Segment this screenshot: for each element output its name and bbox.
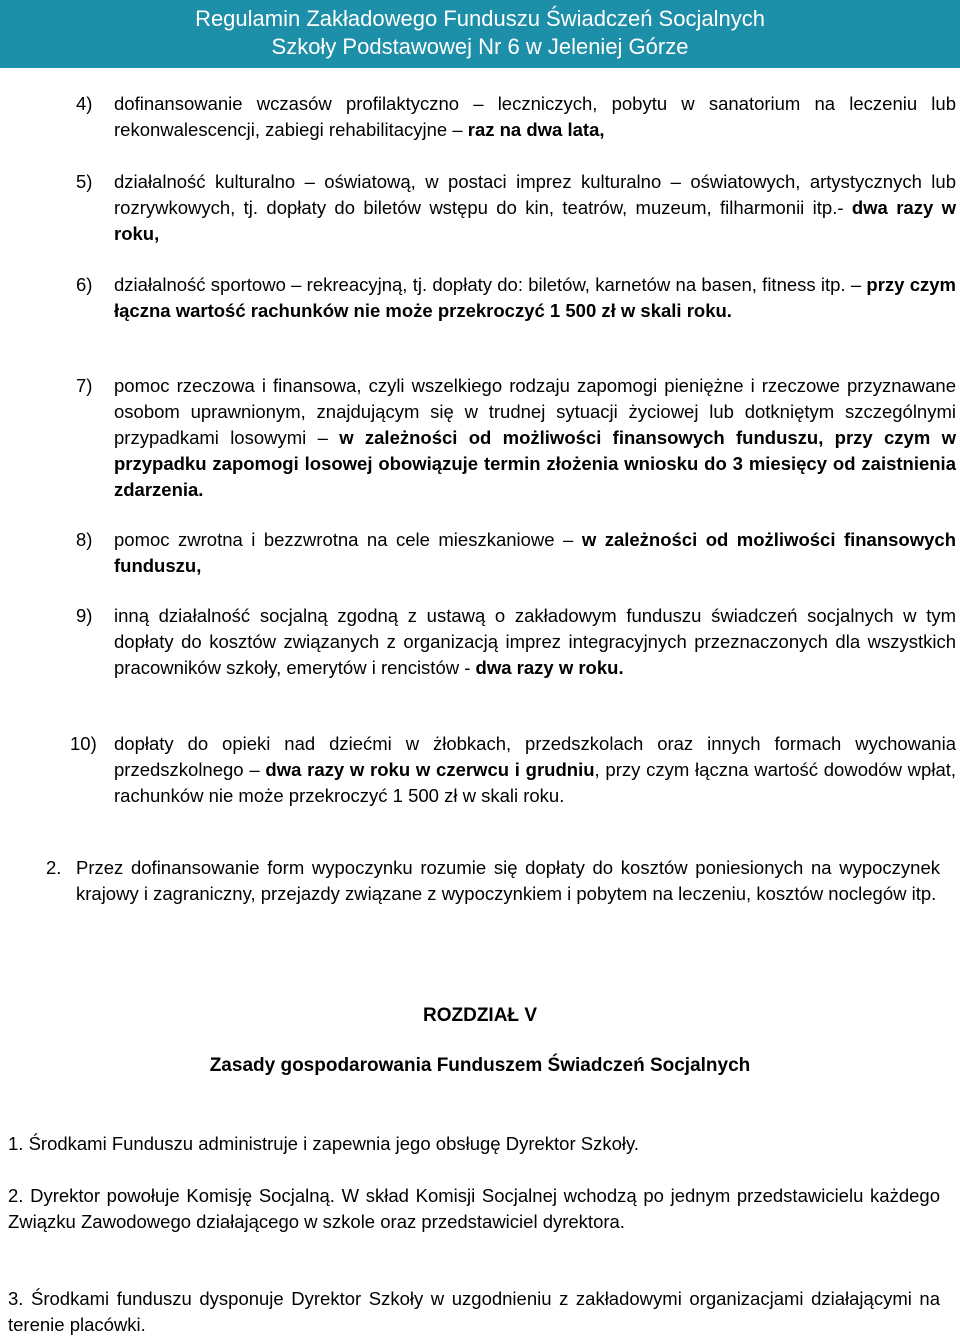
item-number: 7)	[76, 375, 93, 396]
item-emphasis: w zależności od możliwości finansowych funduszu,	[114, 529, 956, 576]
item-text: pomoc zwrotna i bezzwrotna na cele mieszkaniowe –	[114, 529, 582, 550]
item-number: 4)	[76, 93, 93, 114]
list-item-7	[76, 373, 956, 503]
item-emphasis: raz na dwa lata,	[467, 119, 605, 140]
item-emphasis: dwa razy w roku w czerwcu i grudniu	[265, 759, 595, 780]
item-text: pomoc rzeczowa i finansowa, czyli wszelkiego rodzaju zapomogi pieniężne i rzeczowe przyznawane osobom uprawnionym, znajdującym się w trudnej sytuacji życiowej lub dotkniętym szczególnymi przypadkami losowymi –	[114, 375, 956, 448]
paragraph-2: 2. Dyrektor powołuje Komisję Socjalną. W skład Komisji Socjalnej wchodzą po jednym przedstawicielu każdego Związku Zawodowego działającego w szkole oraz przedstawiciel dyrektora.	[8, 1185, 940, 1232]
list-item-5	[76, 169, 956, 247]
list-item-10	[70, 731, 957, 809]
point-text: Przez dofinansowanie form wypoczynku rozumie się dopłaty do kosztów poniesionych na wypoczynek krajowy i zagraniczny, przejazdy związane z wypoczynkiem i pobytem na leczeniu, kosztów noclegów itp.	[76, 857, 940, 904]
document-header	[0, 0, 960, 68]
item-text: działalność sportowo – rekreacyjną, tj. dopłaty do: biletów, karnetów na basen, fitness itp. –	[114, 274, 867, 295]
list-item-4	[76, 91, 956, 143]
item-text-tail: , przy czym łączna wartość dowodów wpłat, rachunków nie może przekroczyć 1 500 zł w skali roku.	[114, 759, 957, 806]
item-number: 5)	[76, 171, 93, 192]
item-emphasis: w zależności od możliwości finansowych funduszu, przy czym w przypadku zapomogi losowej obowiązuje termin złożenia wniosku do 3 miesięcy od zaistnienia zdarzenia.	[114, 427, 957, 500]
point-2	[46, 855, 940, 907]
item-text: działalność kulturalno – oświatową, w postaci imprez kulturalno – oświatowych, artystycznych lub rozrywkowych, tj. dopłaty do biletów wstępu do kin, teatrów, muzeum, filharmonii itp.-	[114, 171, 956, 218]
header-title-line1: Regulamin Zakładowego Funduszu Świadczeń Socjalnych	[195, 6, 765, 31]
item-text: inną działalność socjalną zgodną z ustawą o zakładowym funduszu świadczeń socjalnych w tym dopłaty do kosztów związanych z organizacją imprez integracyjnych przeznaczonych dla wszystkich pracowników szkoły, emerytów i rencistów -	[114, 605, 956, 678]
list-item-6	[76, 272, 956, 324]
item-number: 10)	[70, 733, 97, 754]
item-number: 8)	[76, 529, 93, 550]
item-text: dopłaty do opieki nad dziećmi w żłobkach, przedszkolach oraz innych formach wychowania przedszkolnego –	[114, 733, 956, 780]
header-title-line2: Szkoły Podstawowej Nr 6 w Jeleniej Górze	[271, 34, 689, 59]
point-number: 2.	[46, 857, 62, 878]
list-item-8	[76, 527, 956, 579]
item-number: 9)	[76, 605, 93, 626]
list-item-9	[76, 603, 956, 681]
item-emphasis: dwa razy w roku.	[475, 657, 624, 678]
item-emphasis: przy czym łączna wartość rachunków nie może przekroczyć 1 500 zł w skali roku.	[114, 274, 956, 321]
paragraph-1: 1. Środkami Funduszu administruje i zapewnia jego obsługę Dyrektor Szkoły.	[8, 1133, 640, 1154]
chapter-title: ROZDZIAŁ V	[423, 1005, 537, 1026]
item-emphasis: dwa razy w roku,	[114, 197, 956, 244]
item-number: 6)	[76, 274, 93, 295]
item-text: dofinansowanie wczasów profilaktyczno – leczniczych, pobytu w sanatorium na leczeniu lub rekonwalescencji, zabiegi rehabilitacyjne –	[114, 93, 956, 140]
paragraph-3: 3. Środkami funduszu dysponuje Dyrektor Szkoły w uzgodnieniu z zakładowymi organizacjami działającymi na terenie placówki.	[8, 1288, 940, 1335]
chapter-subtitle: Zasady gospodarowania Funduszem Świadczeń Socjalnych	[209, 1055, 751, 1076]
